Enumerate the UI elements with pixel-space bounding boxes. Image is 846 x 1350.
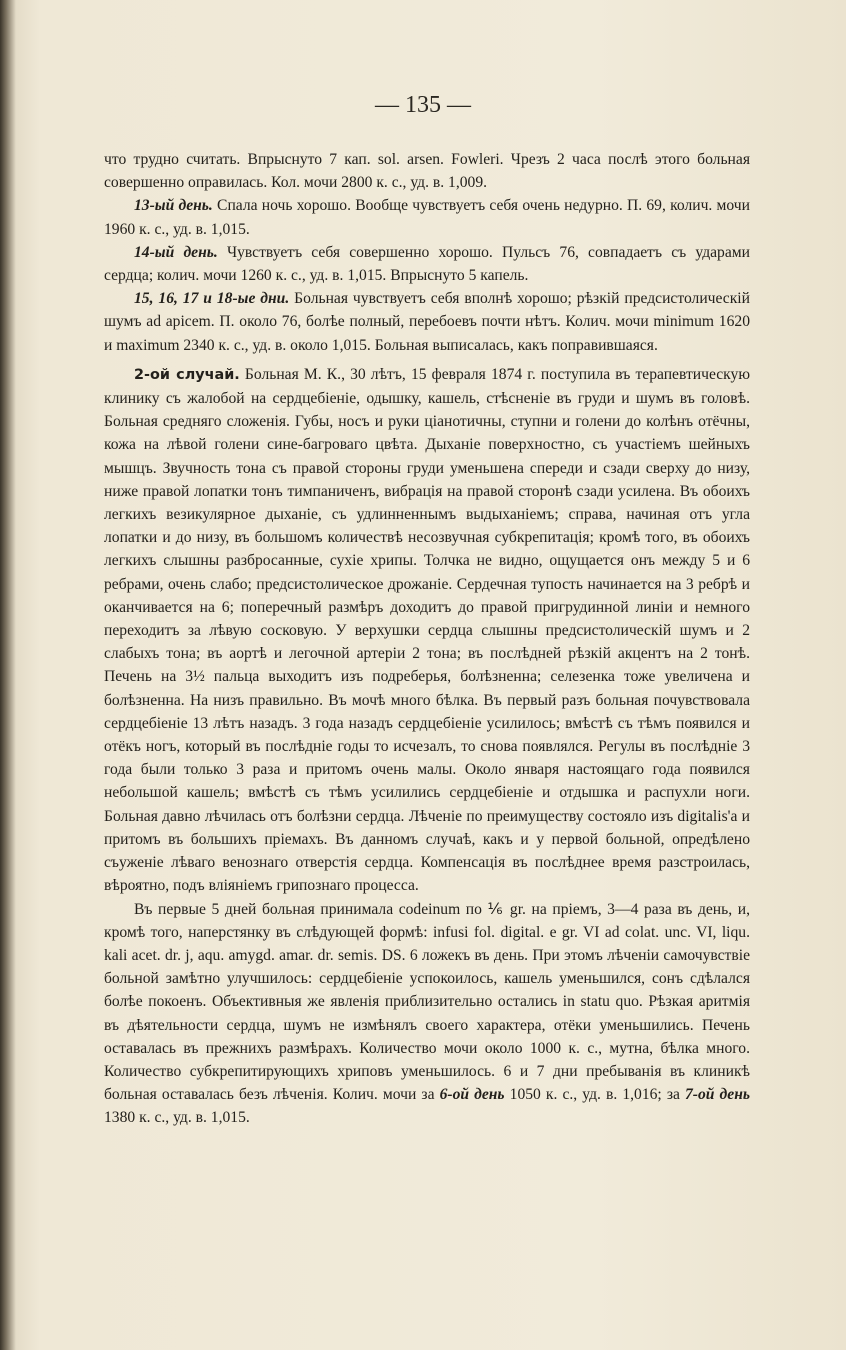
- paragraph-continuation: что трудно считать. Впрыснуто 7 кап. sol. arsen. Fowleri. Чрезъ 2 часа послѣ этого больная совершенно оправилась. Кол. мочи 2800 к. с., уд. в. 1,009.: [104, 151, 750, 192]
- paragraph-case-2: [104, 363, 750, 898]
- case-heading: 2-ой случай.: [134, 366, 240, 383]
- body-text: [104, 148, 750, 1130]
- day-label: 13-ый день.: [134, 197, 213, 215]
- paragraph-text: 1050 к. с., уд. в. 1,016; за: [504, 1086, 685, 1104]
- day-label: 6-ой день: [439, 1086, 505, 1104]
- paragraph-days-15-18: [104, 287, 750, 357]
- day-label: 14-ый день.: [134, 243, 218, 261]
- paragraph-text: 1380 к. с., уд. в. 1,015.: [104, 1109, 250, 1127]
- day-label: 15, 16, 17 и 18-ые дни.: [134, 290, 290, 308]
- paragraph-text: Больная М. К., 30 лѣтъ, 15 февраля 1874 г. поступила въ терапевтическую клинику съ жалобой на сердцебіеніе, одышку, кашель, стѣсненіе въ груди и шумъ въ головѣ. Больная средняго сложенія. Губы, носъ и руки ціанотичны, ступни и голени до колѣнъ отёчны, кожа на лѣвой голени сине-багроваго цвѣта. Дыханіе поверхностно, съ участіемъ шейныхъ мышцъ. Звучность тона съ правой стороны груди уменьшена спереди и сзади сверху до низу, ниже правой лопатки тонъ тимпаниченъ, вибрація на правой сторонѣ сзади усилена. Въ обоихъ легкихъ везикулярное дыханіе, съ удлинненнымъ выдыханіемъ; справа, начиная отъ угла лопатки и до низу, въ большомъ количествѣ несозвучная субкрепитацiя; кромѣ того, въ обоихъ легкихъ слышны разбросанные, сухіе хрипы. Толчка не видно, ощущается онъ между 5 и 6 ребрами, очень слабо; предсистолическое дрожаніе. Сердечная тупость начинается на 3 ребрѣ и оканчивается на 6; поперечный размѣръ доходитъ до правой пригрудинной линіи и немного переходитъ за лѣвую сосковую. У верхушки сердца слышны предсистолическій шумъ и 2 слабыхъ тона; въ аортѣ и легочной артеріи 2 тона; въ послѣдней рѣзкій акцентъ на 2 тонѣ. Печень на 3½ пальца выходитъ изъ подреберья, болѣзненна; селезенка тоже увеличена и болѣзненна. На низъ правильно. Въ мочѣ много бѣлка. Въ первый разъ больная почувствовала сердцебіеніе 13 лѣтъ назадъ. 3 года назадъ сердцебіеніе усилилось; вмѣстѣ съ тѣмъ появился и отёкъ ногъ, который въ послѣдніе годы то исчезалъ, то снова появлялся. Регулы въ послѣдніе 3 года были только 3 раза и притомъ очень малы. Около января настоящаго года появился небольшой кашель; вмѣстѣ съ тѣмъ усилились сердцебіеніе и отдышка и распухли ноги. Больная давно лѣчилась отъ болѣзни сердца. Лѣченіе по преимуществу состояло изъ digitalis'а и притомъ въ большихъ пріемахъ. Въ данномъ случаѣ, какъ и у первой больной, опредѣлено съуженіе лѣваго венознаго отверстія сердца. Компенсація въ послѣднее время разстроилась, вѣроятно, подъ вліяніемъ грипознаго процесса.: [104, 365, 750, 895]
- paragraph-text: Въ первые 5 дней больная принимала codeinum по ⅙ gr. на пріемъ, 3—4 раза въ день, и, кромѣ того, наперстянку въ слѣдующей формѣ: infusi fol. digital. e gr. VI ad colat. unc. VI, liqu. kali acet. dr. j, aqu. amygd. amar. dr. semis. DS. 6 ложекъ въ день. При этомъ лѣченіи самочувствіе больной замѣтно улучшилось: сердцебіеніе успокоилось, кашель уменьшился, сонъ сдѣлался болѣе покоенъ. Объективныя же явленія приблизительно остались in statu quo. Рѣзкая аритмія въ дѣятельности сердца, шумъ не измѣнялъ своего характера, отёки уменьшились. Печень оставалась въ прежнихъ размѣрахъ. Количество мочи около 1000 к. с., мутна, бѣлка много. Количество субкрепитирующихъ хриповъ уменьшилось. 6 и 7 дни пребыванія въ клиникѣ больная оставалась безъ лѣченія. Колич. мочи за: [104, 900, 750, 1104]
- paragraph-text: Чувствуетъ себя совершенно хорошо. Пульсъ 76, совпадаетъ съ ударами сердца; колич. мочи 1260 к. с., уд. в. 1,015. Впрыснуто 5 капель.: [104, 243, 750, 285]
- paragraph-text: Спала ночь хорошо. Вообще чувствуетъ себя очень недурно. П. 69, колич. мочи 1960 к. с., уд. в. 1,015.: [104, 197, 750, 238]
- paragraph-treatment: [104, 898, 750, 1130]
- paragraph-day-14: [104, 241, 750, 287]
- page-number: — 135 —: [375, 92, 471, 118]
- day-label: 7-ой день: [685, 1086, 750, 1104]
- paragraph-day-13: [104, 194, 750, 240]
- paragraph-text: Больная чувствуетъ себя вполнѣ хорошо; рѣзкій предсистолическій шумъ ad apicem. П. около 76, болѣе полный, перебоевъ почти нѣтъ. Колич. мочи minimum 1620 и maximum 2340 к. с., уд. в. около 1,015. Больная выписалась, какъ поправившаяся.: [104, 290, 750, 354]
